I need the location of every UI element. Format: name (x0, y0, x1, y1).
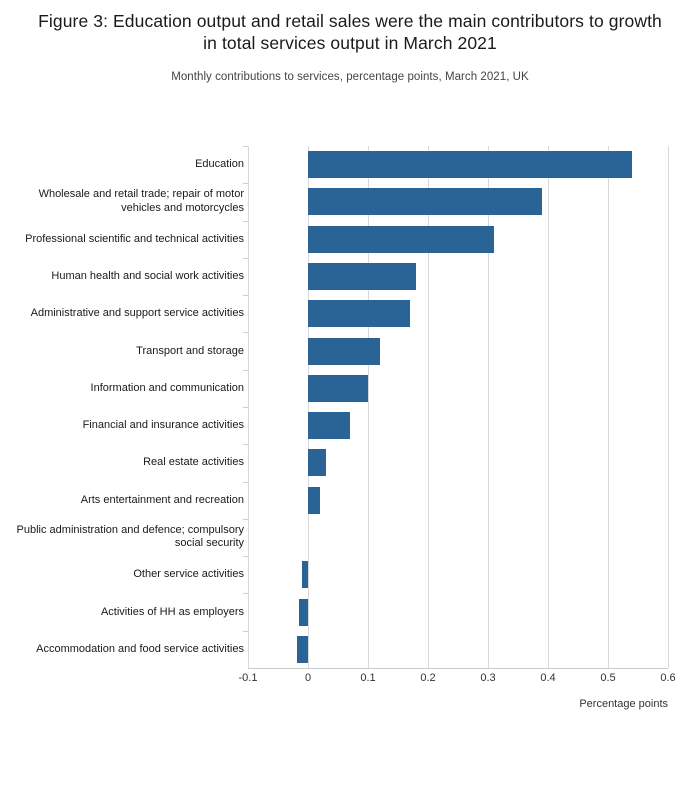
category-label: Administrative and support service activities (30, 307, 244, 320)
bar (308, 375, 368, 402)
bottom-whitespace (0, 724, 700, 810)
gridline (368, 146, 369, 668)
bar (308, 188, 542, 215)
bar (308, 338, 380, 365)
gridline (308, 146, 309, 668)
y-axis-tick (243, 556, 248, 557)
y-axis-tick (243, 183, 248, 184)
y-axis-tick (243, 221, 248, 222)
category-label: Professional scientific and technical activities (25, 232, 244, 245)
x-tick-label: 0.1 (360, 672, 376, 684)
bar (308, 300, 410, 327)
y-axis-tick (243, 258, 248, 259)
chart-subtitle: Monthly contributions to services, percentage points, March 2021, UK (171, 70, 529, 83)
x-axis-line (248, 668, 668, 669)
bar (302, 561, 308, 588)
chart-area (0, 104, 700, 724)
y-axis-tick (243, 370, 248, 371)
y-axis-tick (243, 631, 248, 632)
bar (308, 226, 494, 253)
gridline (548, 146, 549, 668)
y-axis-tick (243, 146, 248, 147)
category-label: Education (195, 158, 244, 171)
x-axis-title: Percentage points (579, 698, 668, 710)
gridline (488, 146, 489, 668)
gridline (428, 146, 429, 668)
bar (308, 449, 326, 476)
x-tick-label: 0.3 (480, 672, 496, 684)
category-label: Other service activities (133, 568, 244, 581)
x-tick-label: 0 (304, 672, 312, 684)
x-tick-label: 0.2 (420, 672, 436, 684)
y-axis-tick (243, 593, 248, 594)
category-label: Activities of HH as employers (100, 605, 244, 618)
category-label: Wholesale and retail trade; repair of motor vehicles and motorcycles (38, 188, 244, 214)
gridline (608, 146, 609, 668)
x-tick-label: -0.1 (238, 672, 258, 684)
category-label: Arts entertainment and recreation (80, 493, 244, 506)
y-axis-tick (243, 482, 248, 483)
category-label: Human health and social work activities (51, 270, 244, 282)
category-label: Financial and insurance activities (82, 419, 244, 432)
x-tick-label: 0.4 (540, 672, 556, 684)
bar (308, 151, 632, 178)
bar (308, 487, 320, 514)
x-tick-label: 0.6 (660, 672, 676, 684)
category-label: Accommodation and food service activities (36, 642, 244, 655)
category-label: Real estate activities (143, 456, 244, 469)
y-axis-tick (243, 407, 248, 408)
bar (308, 263, 416, 290)
y-axis-tick (243, 295, 248, 296)
page-title: Figure 3: Education output and retail sales were the main contributors to growth in total services output in March 2021 (38, 11, 662, 54)
gridline (248, 146, 249, 668)
bar (297, 636, 308, 663)
category-label: Public administration and defence; compulsory social security (16, 524, 244, 550)
y-axis-tick (243, 332, 248, 333)
bar (299, 599, 308, 626)
bar (308, 412, 350, 439)
plot-region (248, 146, 668, 668)
y-axis-tick (243, 444, 248, 445)
category-label: Information and communication (90, 381, 244, 394)
y-axis-tick (243, 519, 248, 520)
x-tick-label: 0.5 (600, 672, 616, 684)
category-label: Transport and storage (136, 344, 244, 357)
gridline (668, 146, 669, 668)
title-block (0, 0, 700, 83)
